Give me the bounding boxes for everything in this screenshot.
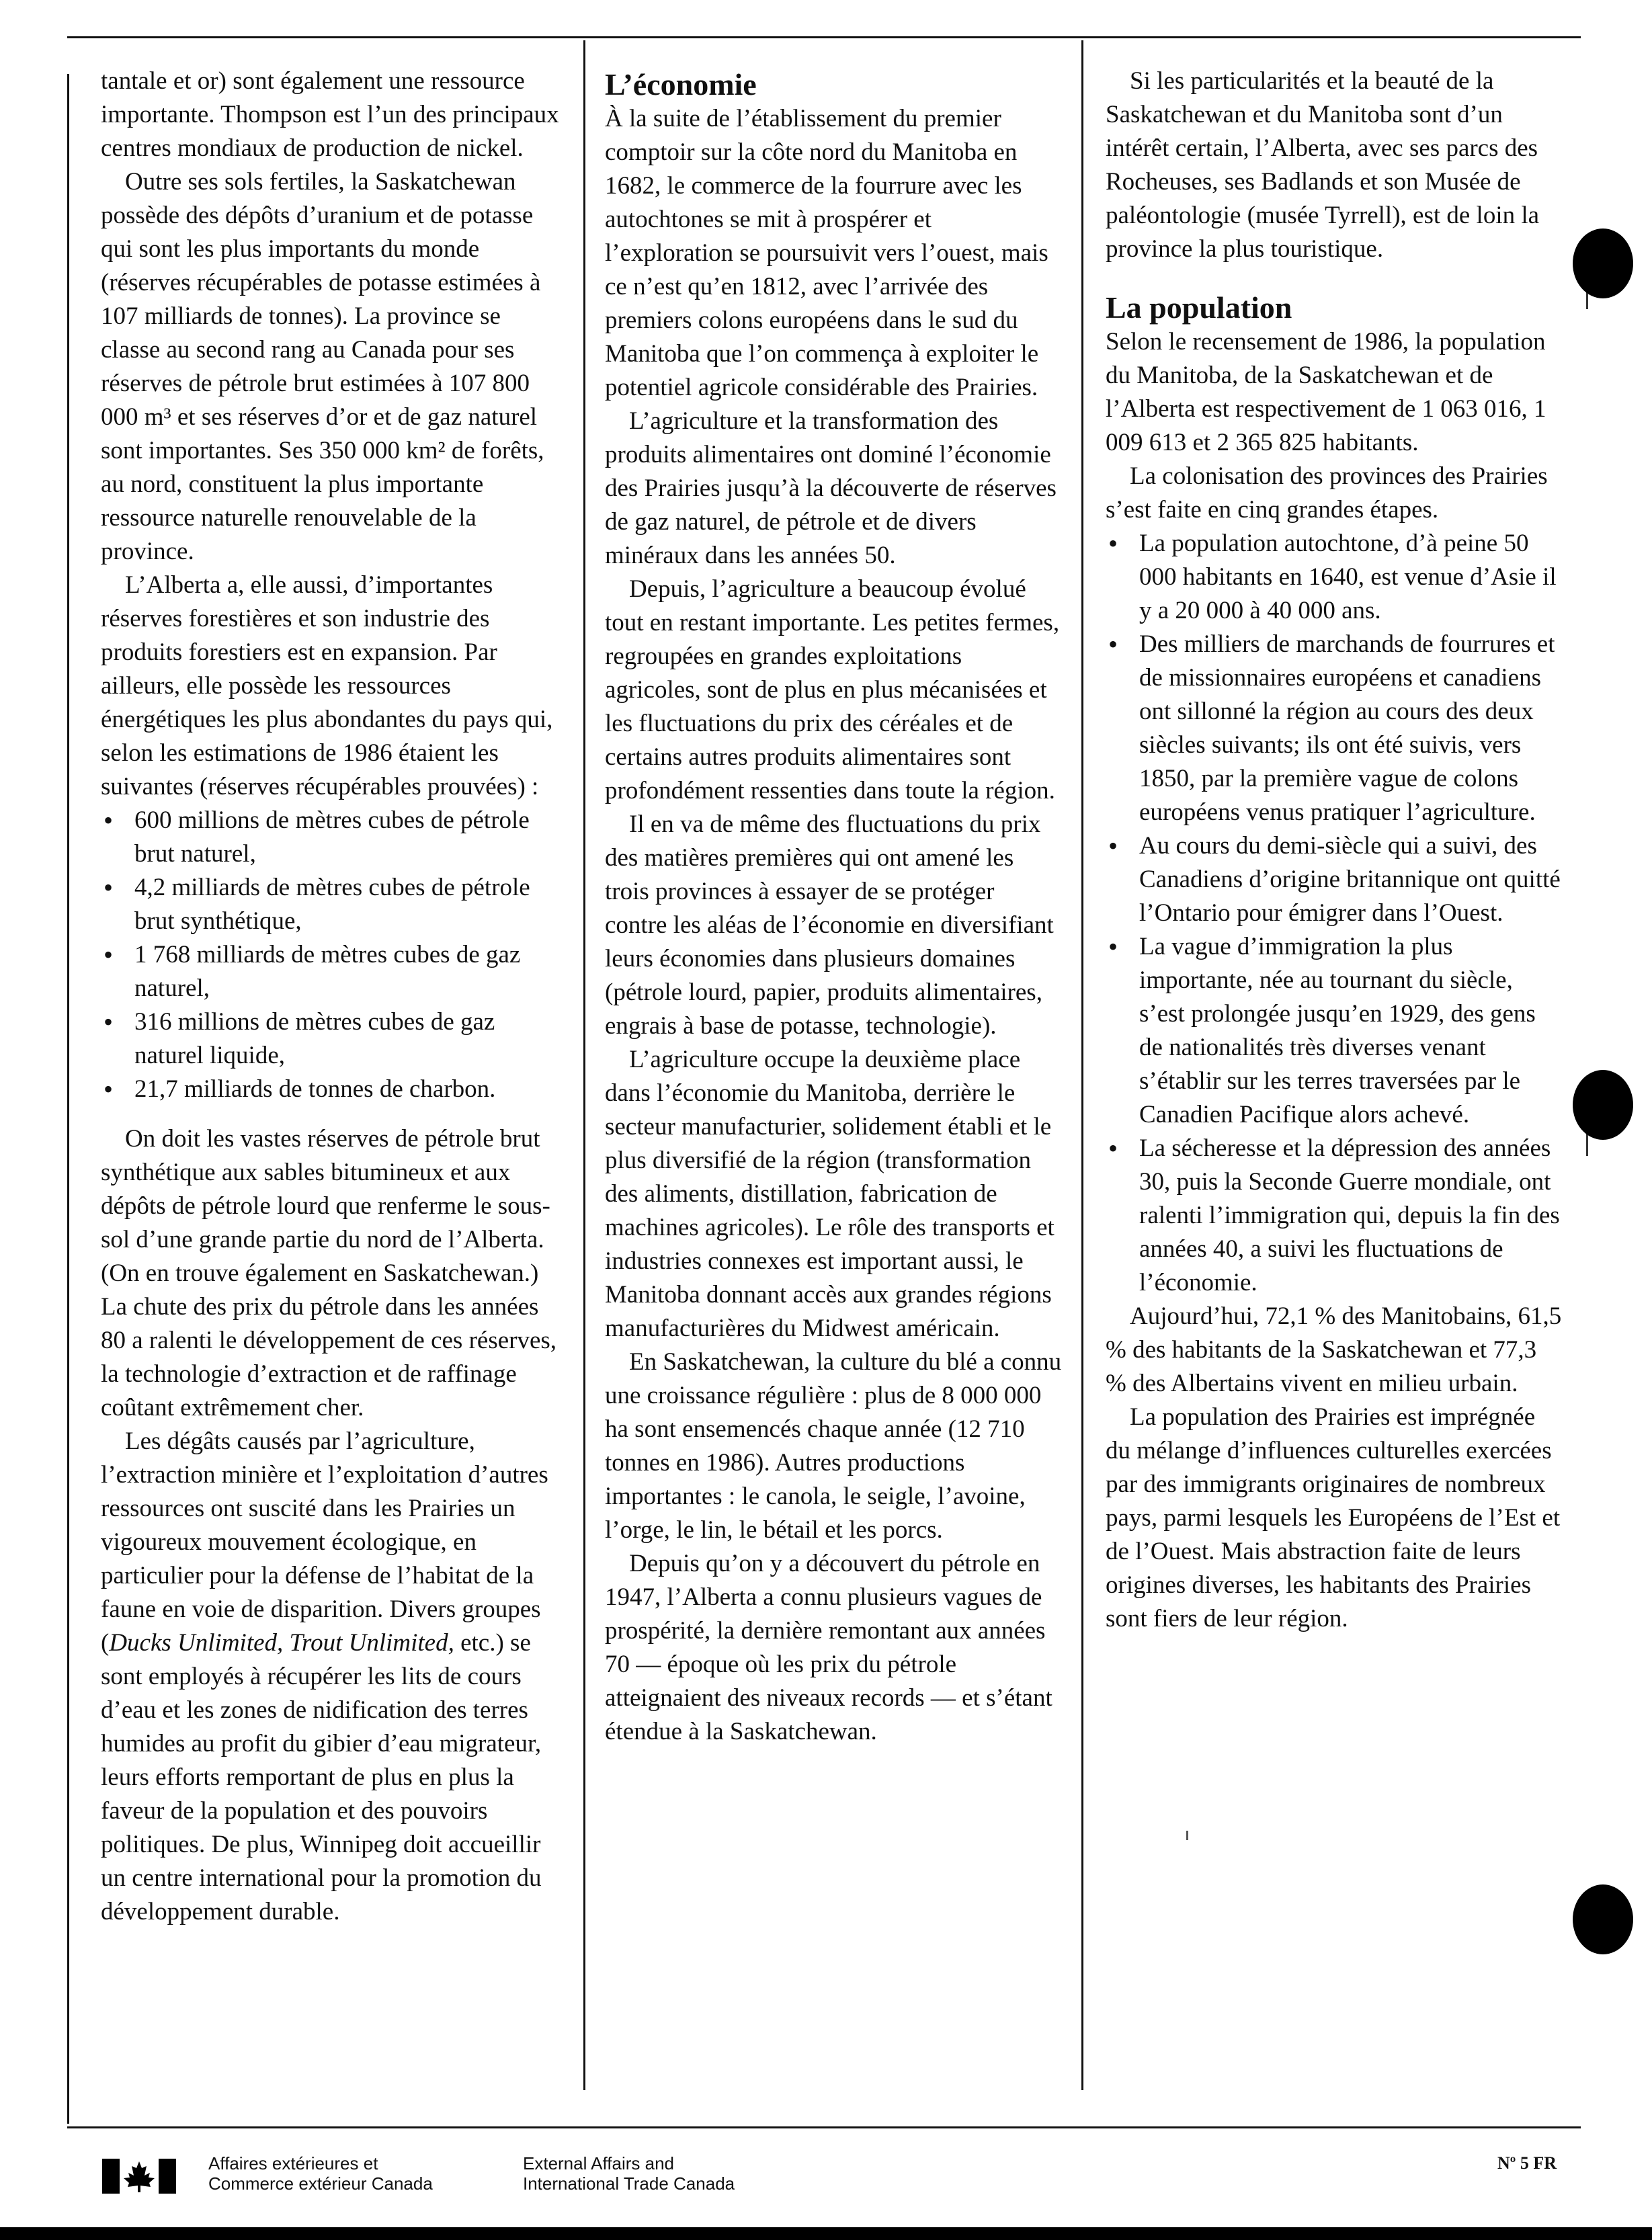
paragraph: Aujourd’hui, 72,1 % des Manitobains, 61,5 % des habitants de la Saskatchewan et 77,3 % des Albertains vivent en milieu urbain. [1106, 1302, 1562, 1397]
issue-number: Nº 5 FR [1497, 2153, 1557, 2173]
paragraph: tantale et or) sont également une ressource importante. Thompson est l’un des principaux centres mondiaux de production de nickel. [101, 67, 559, 162]
list-item: • 1 768 milliards de mètres cubes de gaz naturel, [101, 938, 565, 1005]
footer-department-en [523, 2153, 735, 2194]
paragraph [101, 1425, 565, 1929]
list-item: • 316 millions de mètres cubes de gaz naturel liquide, [101, 1005, 565, 1073]
column-3 [1106, 65, 1563, 1636]
list-item: • 600 millions de mètres cubes de pétrole brut naturel, [101, 804, 565, 871]
list-item: • 4,2 milliards de mètres cubes de pétrole brut synthétique, [101, 871, 565, 938]
paragraph: La population des Prairies est imprégnée du mélange d’influences culturelles exercées par des immigrants originaires de nombreux pays, parmi lesquels les Européens de l’Est et de l’Ouest. Mais abstraction faite de leurs origines diverses, les habitants des Prairies sont fiers de leur région. [1106, 1403, 1561, 1632]
list-item: • Des milliers de marchands de fourrures et de missionnaires européens et canadiens ont sillonné la région au cours des deux siècles suivants; ils ont été suivis, vers 1850, par la première vague de colons européens venus pratiquer l’agriculture. [1106, 628, 1563, 829]
paragraph-text: etc.) se sont employés à récupérer les lits de cours d’eau et les zones de nidification des terres humides au profit du gibier d’eau migrateur, leurs efforts remportant de plus en plus la faveur de la population et des pouvoirs politiques. De plus, Winnipeg doit accueillir un centre international pour la promotion du développement durable. [101, 1629, 542, 1925]
reserves-list [101, 804, 565, 1106]
paragraph-text: Les dégâts causés par l’agriculture, l’extraction minière et l’exploitation d’autres ressources ont suscité dans les Prairies un vigoureux mouvement écologique, en particulier pour la défense de l’habitat de la faune en voie de disparition. Divers groupes ( [101, 1427, 548, 1657]
paragraph: Selon le recensement de 1986, la population du Manitoba, de la Saskatchewan et de l’Alberta est respectivement de 1 063 016, 1 009 613 et 2 365 825 habitants. [1106, 328, 1546, 456]
paragraph: Si les particularités et la beauté de la Saskatchewan et du Manitoba sont d’un intérêt certain, l’Alberta, avec ses parcs des Rocheuses, ses Badlands et son Musée de paléontologie (musée Tyrrell), est de loin la province la plus touristique. [1106, 67, 1540, 263]
column-divider-1 [583, 40, 585, 2090]
footer-department-fr [208, 2153, 433, 2194]
paragraph: Depuis, l’agriculture a beaucoup évolué tout en restant importante. Les petites fermes, regroupées en grandes exploitations agricoles, sont de plus en plus mécanisées et les fluctuations du prix des céréales et de certains autres produits alimentaires sont profondément ressenties dans toute la région. [605, 575, 1060, 804]
column-2 [605, 67, 1062, 1749]
list-item: • 21,7 milliards de tonnes de charbon. [101, 1073, 565, 1106]
scan-bottom-edge [0, 2227, 1652, 2240]
paragraph: À la suite de l’établissement du premier comptoir sur la côte nord du Manitoba en 1682, le commerce de la fourrure avec les autochtones se mit à prospérer et l’exploration se poursuivit vers l’ouest, mais ce n’est qu’en 1812, avec l’arrivée des premiers colons européens dans le sud du Manitoba que l’on commença à exploiter le potentiel agricole considérable des Prairies. [605, 105, 1048, 401]
canada-flag-logo [102, 2157, 176, 2195]
paragraph: L’agriculture occupe la deuxième place dans l’économie du Manitoba, derrière le secteur manufacturier, solidement établi et le plus diversifié de la région (transformation des aliments, distillation, fabrication de machines agricoles). Le rôle des transports et industries connexes est important aussi, le Manitoba donnant accès aux grandes régions manufacturières du Midwest américain. [605, 1046, 1055, 1342]
scan-speck [1186, 1831, 1188, 1840]
list-item: • La sécheresse et la dépression des années 30, puis la Seconde Guerre mondiale, ont ralenti l’immigration qui, depuis la fin des années 40, a suivi les fluctuations de l’économie. [1106, 1132, 1563, 1300]
paragraph: Outre ses sols fertiles, la Saskatchewan possède des dépôts d’uranium et de potasse qui sont les plus importants du monde (réserves récupérables de potasse estimées à 107 milliards de tonnes). La province se classe au second rang au Canada pour ses réserves de pétrole brut estimées à 107 800 000 m³ et ses réserves d’or et de gaz naturel sont importantes. Ses 350 000 km² de forêts, au nord, constituent la plus importante ressource naturelle renouvelable de la province. [101, 168, 544, 565]
column-1 [101, 65, 565, 1929]
paragraph: On doit les vastes réserves de pétrole brut synthétique aux sables bitumineux et aux dépôts de pétrole lourd que renferme le sous-sol d’une grande partie du nord de l’Alberta. (On en trouve également en Saskatchewan.) La chute des prix du pétrole dans les années 80 a ralenti le développement de ces réserves, la technologie d’extraction et de raffinage coûtant extrêmement cher. [101, 1125, 557, 1421]
settlement-stages-list [1106, 527, 1563, 1300]
footer-line: International Trade Canada [523, 2173, 735, 2194]
footer-line: Affaires extérieures et [208, 2153, 378, 2173]
paragraph: L’agriculture et la transformation des produits alimentaires ont dominé l’économie des Prairies jusqu’à la découverte de réserves de gaz naturel, de pétrole et de divers minéraux dans les années 50. [605, 407, 1057, 569]
footer-rule [67, 2126, 1581, 2128]
binder-hole [1573, 1884, 1633, 1954]
paragraph: Il en va de même des fluctuations du prix des matières premières qui ont amené les trois provinces à essayer de se protéger contre les aléas de l’économie en diversifiant leurs économies dans plusieurs domaines (pétrole lourd, papier, produits alimentaires, engrais à base de potasse, technologie). [605, 811, 1054, 1040]
column-divider-2 [1081, 40, 1083, 2090]
paragraph: En Saskatchewan, la culture du blé a connu une croissance régulière : plus de 8 000 000 ha sont ensemencés chaque année (12 710 tonnes en 1986). Autres productions importantes : le canola, le seigle, l’avoine, l’orge, le lin, le bétail et les porcs. [605, 1348, 1062, 1544]
left-margin-rule [67, 74, 69, 2124]
footer-line: External Affairs and [523, 2153, 674, 2173]
paragraph: La colonisation des provinces des Prairies s’est faite en cinq grandes étapes. [1106, 462, 1548, 524]
binder-hole [1573, 1070, 1633, 1140]
italic-names: Ducks Unlimited, Trout Unlimited, [109, 1629, 454, 1657]
list-item: • La population autochtone, d’à peine 50 000 habitants en 1640, est venue d’Asie il y a 20 000 à 40 000 ans. [1106, 527, 1563, 628]
list-item: • La vague d’immigration la plus importante, née au tournant du siècle, s’est prolongée jusqu’en 1929, des gens de nationalités très diverses venant s’établir sur les terres traversées par le Canadien Pacifique alors achevé. [1106, 930, 1563, 1132]
binder-hole [1573, 229, 1633, 298]
paragraph: Depuis qu’on y a découvert du pétrole en 1947, l’Alberta a connu plusieurs vagues de prospérité, la dernière remontant aux années 70 — époque où les prix du pétrole atteignaient des niveaux records — et s’étant étendue à la Saskatchewan. [605, 1550, 1052, 1745]
paragraph: L’Alberta a, elle aussi, d’importantes réserves forestières et son industrie des produits forestiers est en expansion. Par ailleurs, elle possède les ressources énergétiques les plus abondantes du pays qui, selon les estimations de 1986 étaient les suivantes (réserves récupérables prouvées) : [101, 571, 553, 800]
footer-line: Commerce extérieur Canada [208, 2173, 433, 2194]
top-rule [67, 36, 1581, 38]
section-heading-economie: L’économie [605, 67, 757, 101]
list-item: • Au cours du demi-siècle qui a suivi, des Canadiens d’origine britannique ont quitté l’Ontario pour émigrer dans l’Ouest. [1106, 829, 1563, 930]
section-heading-population: La population [1106, 290, 1292, 325]
